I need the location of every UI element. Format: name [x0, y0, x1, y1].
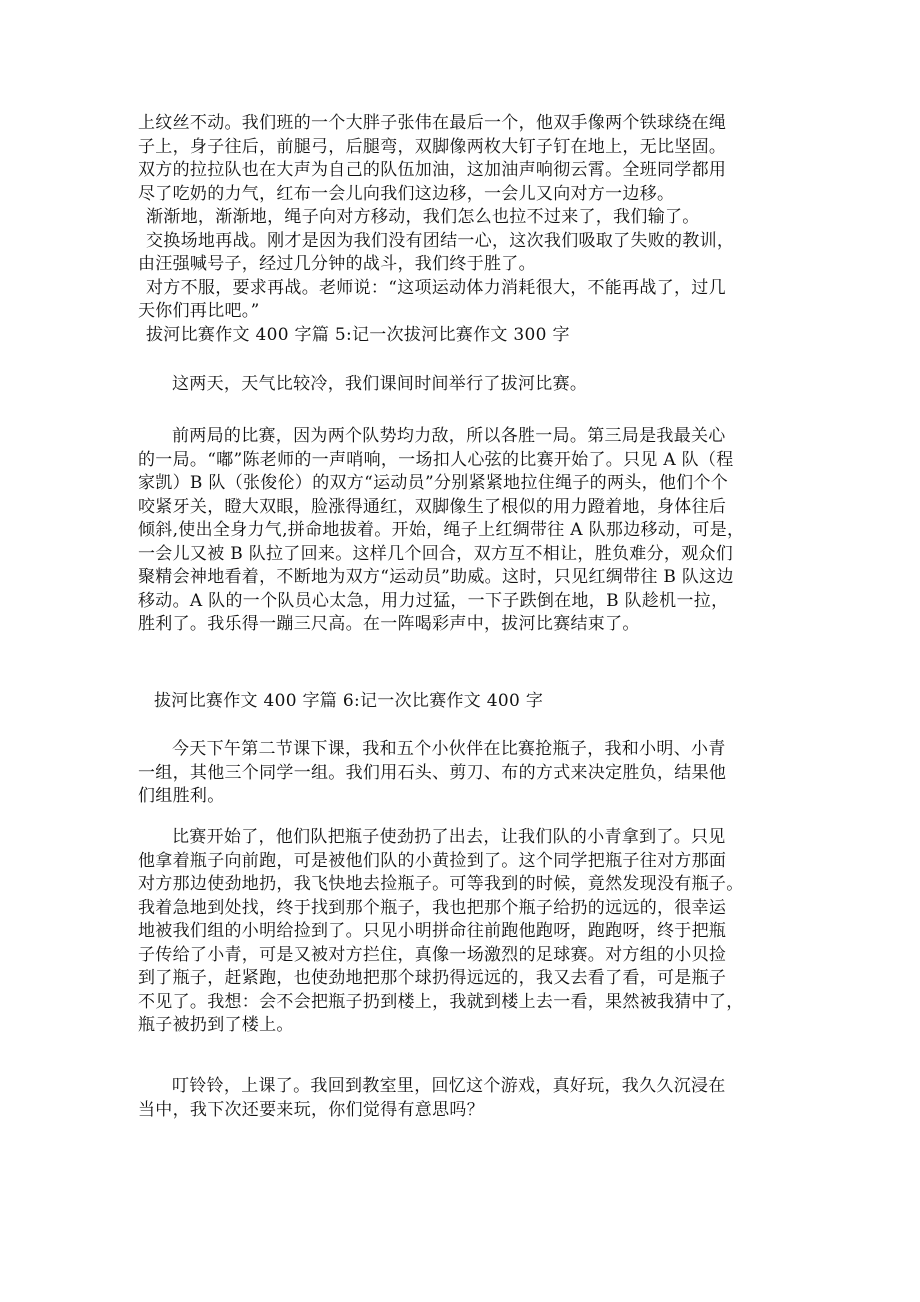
text-line: 对方那边使劲地扔，我飞快地去捡瓶子。可等我到的时候，竟然发现没有瓶子。	[138, 874, 744, 894]
text-line: 倾斜,使出全身力气,拼命地拔着。开始，绳子上红绸带往 A 队那边移动，可是，	[138, 520, 745, 540]
text-line: 瓶子被扔到了楼上。	[138, 1015, 294, 1035]
text-line: 我着急地到处找，终于找到那个瓶子，我也把那个瓶子给扔的远远的，很幸运	[138, 897, 727, 918]
text-line: 移动。A 队的一个队员心太急，用力过猛，一下子跌倒在地，B 队趁机一拉，	[138, 590, 729, 611]
text-line: 他拿着瓶子向前跑，可是被他们队的小黄捡到了。这个同学把瓶子往对方那面	[138, 850, 727, 871]
text-line: 今天下午第二节课下课，我和五个小伙伴在比赛抢瓶子，我和小明、小青	[172, 739, 726, 759]
text-line: 上纹丝不动。我们班的一个大胖子张伟在最后一个，他双手像两个铁球绕在绳	[138, 113, 727, 133]
text-line: 们组胜利。	[138, 786, 225, 806]
section-heading-6	[138, 690, 788, 714]
paragraph-intro	[138, 373, 788, 397]
text-line: 叮铃铃，上课了。我回到教室里，回忆这个游戏，真好玩，我久久沉浸在	[172, 1076, 726, 1096]
text-line: 到了瓶子，赶紧跑，也使劲地把那个球扔得远远的，我又去看了看，可是瓶子	[138, 968, 727, 988]
text-line: 聚精会神地看着，不断地为双方“运动员”助威。这时，只见红绸带往 B 队这边	[138, 567, 734, 587]
text-line: 的一局。“嘟”陈老师的一声哨响，一场扣人心弦的比赛开始了。只见 A 队（程	[138, 449, 734, 470]
section-heading: 拔河比赛作文 400 字篇 5:记一次拔河比赛作文 300 字	[146, 324, 570, 345]
text-line: 一会儿又被 B 队拉了回来。这样几个回合，双方互不相让，胜负难分，观众们	[138, 543, 734, 564]
article-continuation	[138, 112, 788, 347]
text-line: 前两局的比赛，因为两个队势均力敌，所以各胜一局。第三局是我最关心	[172, 426, 726, 446]
text-line: 不见了。我想：会不会把瓶子扔到楼上，我就到楼上去一看，果然被我猜中了，	[138, 991, 744, 1012]
text-line: 咬紧牙关，瞪大双眼，脸涨得通红，双脚像生了根似的用力蹬着地，身体往后	[138, 496, 727, 517]
text-line: 一组，其他三个同学一组。我们用石头、剪刀、布的方式来决定胜负，结果他	[138, 762, 727, 783]
text-line: 这两天，天气比较冷，我们课间时间举行了拔河比赛。	[172, 374, 588, 394]
paragraph-game	[138, 826, 788, 1038]
text-line: 地被我们组的小明给捡到了。只见小明拼命往前跑他跑呀，跑跑呀，终于把瓶	[138, 921, 727, 941]
text-line: 家凯）B 队（张俊伦）的双方“运动员”分别紧紧地拉住绳子的两头，他们个个	[138, 473, 729, 493]
text-line: 交换场地再战。刚才是因为我们没有团结一心，这次我们吸取了失败的教训，	[146, 230, 735, 251]
text-line: 双方的拉拉队也在大声为自己的队伍加油，这加油声响彻云霄。全班同学都用	[138, 160, 727, 180]
text-line: 渐渐地，渐渐地，绳子向对方移动，我们怎么也拉不过来了，我们输了。	[146, 207, 700, 227]
section-heading: 拔河比赛作文 400 字篇 6:记一次比赛作文 400 字	[154, 691, 544, 711]
text-line: 比赛开始了，他们队把瓶子使劲扔了出去，让我们队的小青拿到了。只见	[172, 827, 726, 847]
paragraph-teams	[138, 738, 788, 809]
text-line: 当中，我下次还要来玩，你们觉得有意思吗？	[138, 1099, 484, 1120]
text-line: 对方不服，要求再战。老师说：“这项运动体力消耗很大，不能再战了，过几	[146, 277, 726, 298]
text-line: 由汪强喊号子，经过几分钟的战斗，我们终于胜了。	[138, 254, 536, 274]
paragraph-match	[138, 425, 788, 637]
text-line: 子上，身子往后，前腿弓，后腿弯，双脚像两枚大钉子钉在地上，无比坚固。	[138, 136, 727, 157]
text-line: 胜利了。我乐得一蹦三尺高。在一阵喝彩声中，拔河比赛结束了。	[138, 614, 640, 634]
text-line: 尽了吃奶的力气，红布一会儿向我们这边移，一会儿又向对方一边移。	[138, 183, 675, 204]
text-line: 天你们再比吧。”	[138, 301, 260, 321]
text-line: 子传给了小青，可是又被对方拦住，真像一场激烈的足球赛。对方组的小贝捡	[138, 944, 727, 965]
paragraph-ending	[138, 1075, 788, 1122]
